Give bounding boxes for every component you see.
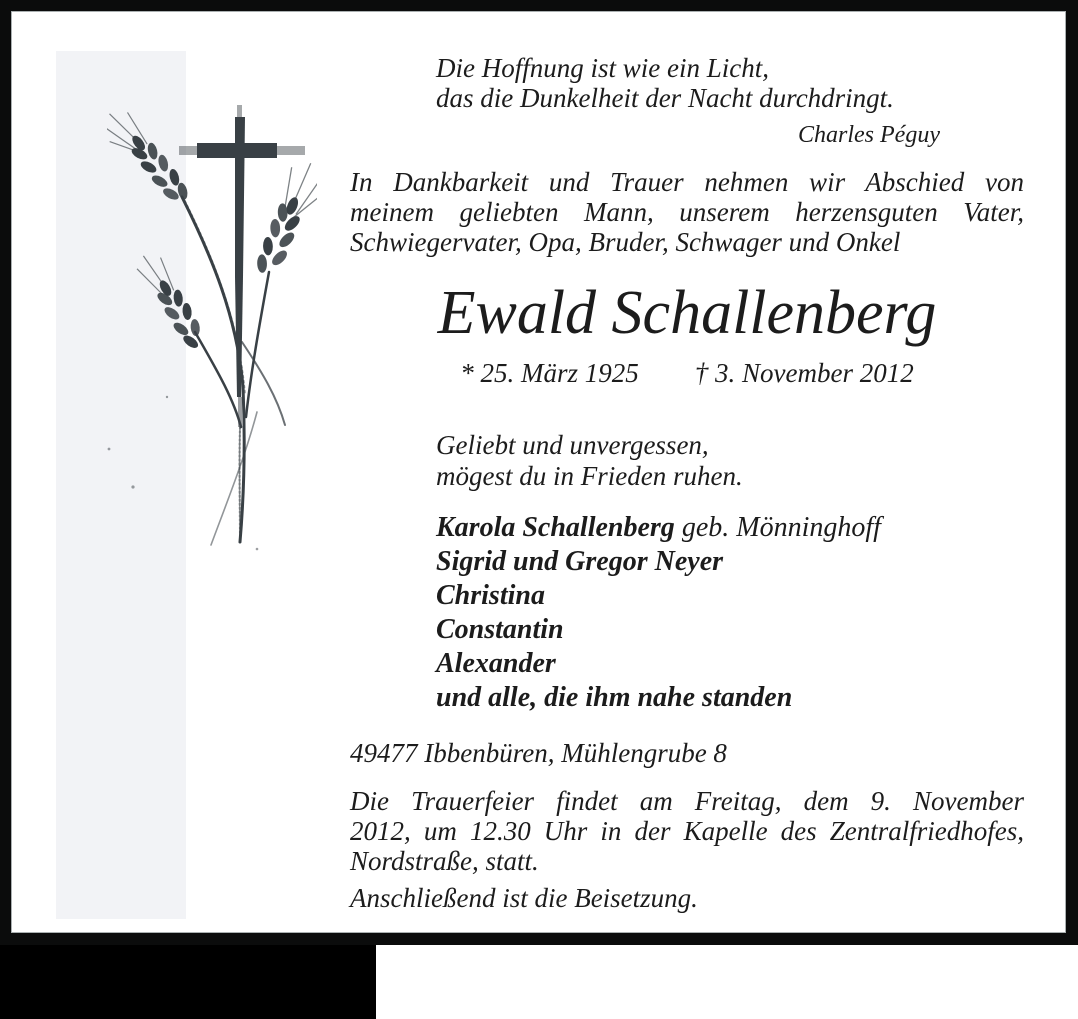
- deceased-name: Ewald Schallenberg: [437, 279, 937, 347]
- funeral-line: Nordstraße, statt.: [350, 846, 539, 876]
- mourner-item: und alle, die ihm nahe standen: [436, 682, 793, 713]
- closing-line: Anschließend ist die Beisetzung.: [350, 883, 698, 913]
- mourner-item: Christina: [436, 580, 545, 611]
- life-dates: [350, 358, 1024, 388]
- quote-attribution: Charles Péguy: [798, 122, 940, 148]
- death-date: † 3. November 2012: [694, 358, 914, 388]
- quote-line: Die Hoffnung ist wie ein Licht,: [436, 53, 769, 83]
- cross-wheat-illustration: [107, 97, 317, 557]
- mourner-item: Constantin: [436, 614, 564, 645]
- address-line: 49477 Ibbenbüren, Mühlengrube 8: [350, 738, 727, 768]
- mourners-list: [436, 511, 881, 715]
- mourner-primary-name: Karola Schallenberg: [436, 512, 675, 543]
- mourner-primary: [436, 511, 881, 545]
- intro-line: Schwiegervater, Opa, Bruder, Schwager und Onkel: [350, 227, 901, 257]
- opening-quote: [436, 53, 944, 150]
- farewell-line: mögest du in Frieden ruhen.: [436, 461, 743, 491]
- obituary-card: [11, 11, 1066, 933]
- intro-line: meinem geliebten Mann, unserem herzensguten Vater,: [350, 197, 1024, 227]
- funeral-line: Die Trauerfeier findet am Freitag, dem 9. November: [350, 786, 1024, 816]
- birth-date: * 25. März 1925: [460, 358, 639, 388]
- funeral-paragraph: [350, 786, 1024, 876]
- intro-paragraph: [350, 167, 1024, 257]
- bottom-black-block: [0, 945, 376, 1019]
- farewell-line: Geliebt und unvergessen,: [436, 430, 709, 460]
- mourner-primary-suffix: geb. Mönninghoff: [674, 512, 881, 543]
- farewell-text: [436, 430, 743, 492]
- quote-line: das die Dunkelheit der Nacht durchdringt.: [436, 83, 894, 113]
- mourner-item: Alexander: [436, 648, 556, 679]
- mourner-item: Sigrid und Gregor Neyer: [436, 546, 724, 577]
- funeral-line: 2012, um 12.30 Uhr in der Kapelle des Zentralfriedhofes,: [350, 816, 1024, 846]
- intro-line: In Dankbarkeit und Trauer nehmen wir Abschied von: [350, 167, 1024, 197]
